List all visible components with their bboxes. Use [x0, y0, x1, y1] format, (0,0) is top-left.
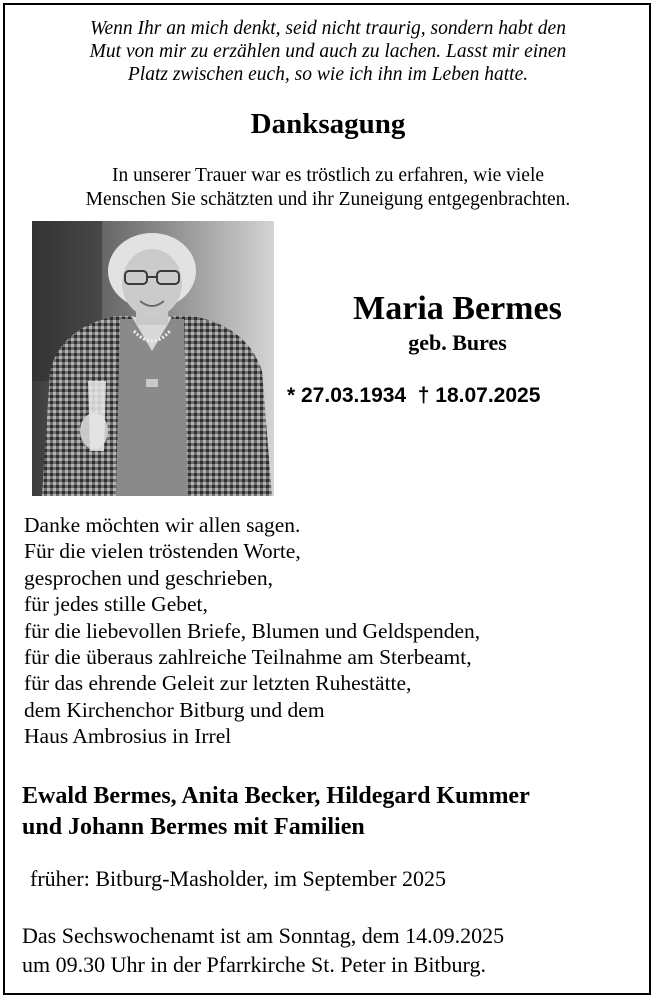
family-line: Ewald Bermes, Anita Becker, Hildegard Kummer — [22, 783, 530, 809]
thanks-line: dem Kirchenchor Bitburg und dem — [24, 697, 325, 722]
portrait-photo — [32, 221, 274, 496]
motto-line: Mut von mir zu erzählen und auch zu lachen. Lasst mir einen — [89, 41, 567, 62]
death-date: † 18.07.2025 — [417, 384, 541, 407]
deceased-name: Maria Bermes — [353, 290, 562, 327]
family-line: und Johann Bermes mit Familien — [22, 814, 365, 840]
thanks-line: für die überaus zahlreiche Teilnahme am Sterbeamt, — [24, 645, 472, 670]
notice-line: Das Sechswochenamt ist am Sonntag, dem 14.09.2025 — [22, 923, 505, 948]
intro-text — [10, 164, 646, 212]
thanks-line: Danke möchten wir allen sagen. — [24, 513, 301, 537]
thanks-line: Für die vielen tröstenden Worte, — [24, 539, 301, 564]
intro-line: In unserer Trauer war es tröstlich zu erfahren, wie viele — [111, 165, 545, 186]
family-signature — [22, 781, 530, 843]
place-date: früher: Bitburg-Masholder, im September 2025 — [30, 866, 447, 891]
intro-line: Menschen Sie schätzten und ihr Zuneigung entgegenbrachten. — [85, 189, 571, 210]
motto-line: Platz zwischen euch, so wie ich ihn im Leben hatte. — [127, 64, 529, 85]
thanks-line: für jedes stille Gebet, — [24, 592, 208, 617]
life-dates — [287, 384, 540, 408]
thanks-text — [24, 512, 480, 750]
mass-notice — [22, 921, 504, 979]
portrait-illustration — [32, 221, 274, 496]
thanks-line: gesprochen und geschrieben, — [24, 565, 273, 590]
motto-line: Wenn Ihr an mich denkt, seid nicht traurig, sondern habt den — [90, 18, 566, 39]
obituary-border — [3, 3, 651, 995]
birth-date: * 27.03.1934 — [287, 384, 407, 407]
thanks-line: Haus Ambrosius in Irrel — [24, 724, 232, 749]
page-title: Danksagung — [250, 108, 406, 140]
maiden-name: geb. Bures — [408, 330, 507, 355]
thanks-line: für das ehrende Geleit zur letzten Ruhestätte, — [24, 671, 412, 696]
motto-verse — [10, 17, 646, 86]
thanks-line: für die liebevollen Briefe, Blumen und Geldspenden, — [24, 618, 481, 643]
notice-line: um 09.30 Uhr in der Pfarrkirche St. Peter in Bitburg. — [22, 952, 486, 977]
